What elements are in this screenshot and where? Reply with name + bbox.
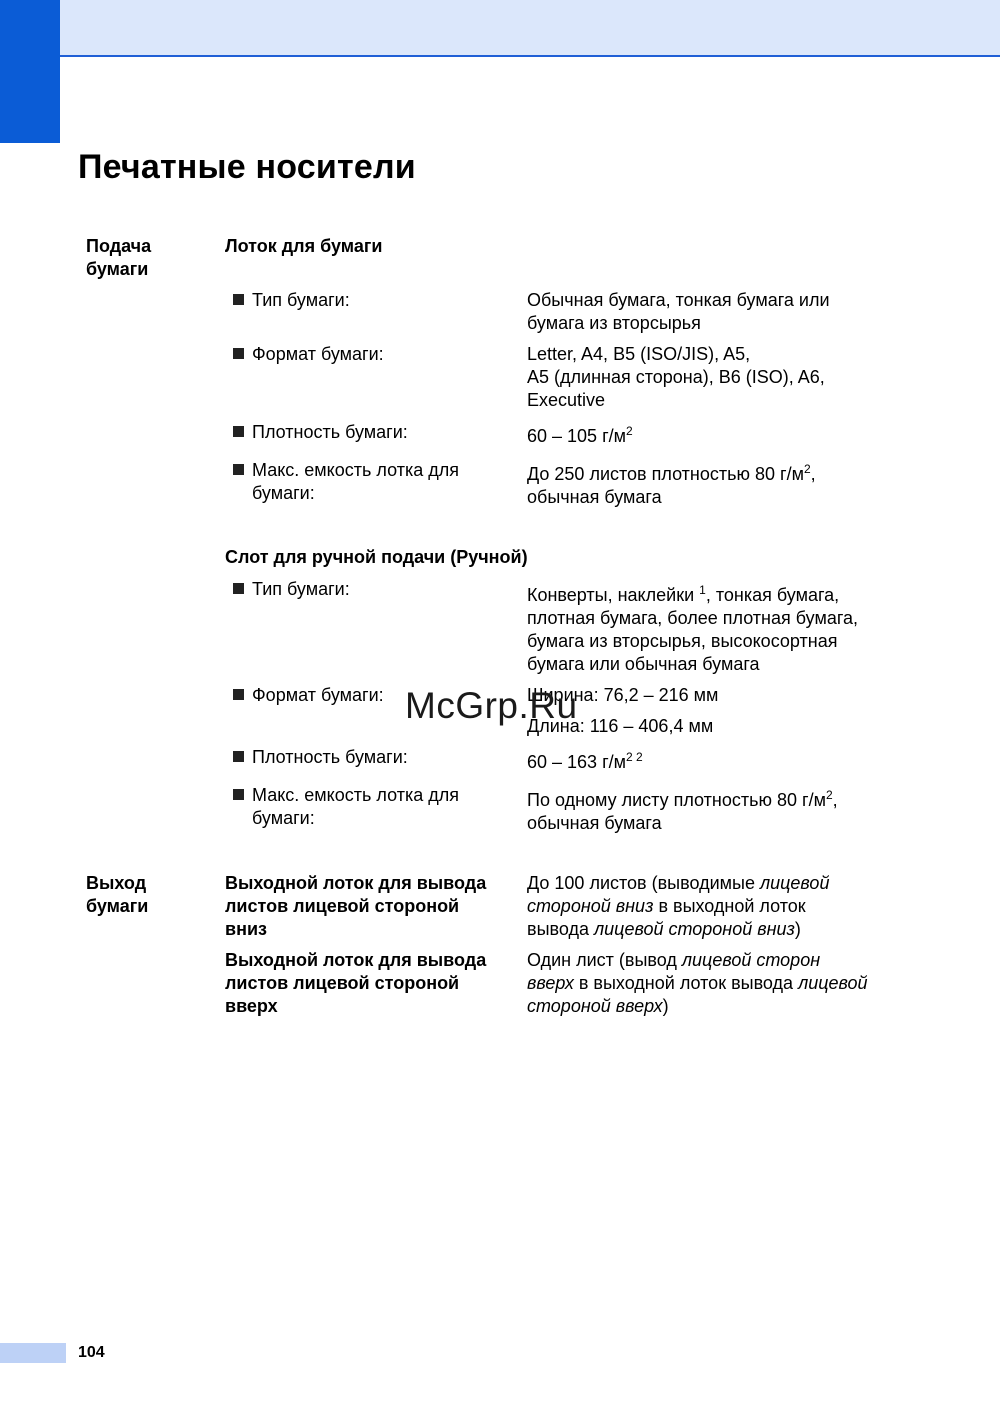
header-band xyxy=(0,0,1000,55)
bullet-icon xyxy=(233,689,244,700)
face-up-tray-heading: Выходной лоток для вывода листов лицевой стороной вверх xyxy=(225,950,487,1016)
face-down-tray-heading: Выходной лоток для вывода листов лицевой стороной вниз xyxy=(225,873,487,939)
face-down-tray-value: До 100 листов (выводимые лицевой стороной вниз в выходной лоток вывода лицевой стороной вниз) xyxy=(527,873,830,939)
footer-band xyxy=(0,1343,66,1363)
manual-capacity-label: Макс. емкость лотка для бумаги: xyxy=(252,785,459,828)
manual-paper-type-label: Тип бумаги: xyxy=(252,579,350,599)
page-number: 104 xyxy=(78,1344,105,1361)
bullet-icon xyxy=(233,751,244,762)
tray-paper-type-label: Тип бумаги: xyxy=(252,290,350,310)
section-label-input: Подача бумаги xyxy=(86,236,152,279)
bullet-icon xyxy=(233,464,244,475)
manual-paper-size-label: Формат бумаги: xyxy=(252,685,384,705)
tray-capacity-value: До 250 листов плотностью 80 $г/м^2$, обычная бумага xyxy=(527,462,816,507)
chapter-tab xyxy=(0,0,60,143)
watermark: McGrp.Ru xyxy=(405,685,578,726)
face-up-tray-value: Один лист (вывод лицевой сторон вверх в выходной лоток вывода лицевой стороной вверх) xyxy=(527,950,868,1016)
manual-length-value: Длина: 116 – 406,4 мм xyxy=(527,716,714,736)
manual-weight-value: 60 – 163 $г/м^{2 2}$ xyxy=(527,750,643,772)
bullet-icon xyxy=(233,583,244,594)
tray-weight-value: 60 – 105 $г/м^2$ xyxy=(527,424,633,446)
subheading-tray: Лоток для бумаги xyxy=(225,236,383,256)
tray-capacity-label: Макс. емкость лотка для бумаги: xyxy=(252,460,459,503)
page-title: Печатные носители xyxy=(78,148,416,186)
manual-paper-type-value: Конверты, наклейки $^1$, тонкая бумага, плотная бумага, более плотная бумага, бумага из вторсырья, высокосортная бумага или обычная бумага xyxy=(527,583,859,674)
subheading-manual-slot: Слот для ручной подачи (Ручной) xyxy=(225,547,528,567)
bullet-icon xyxy=(233,348,244,359)
bullet-icon xyxy=(233,789,244,800)
section-label-output: Выход бумаги xyxy=(86,873,149,916)
tray-paper-size-value: Letter, A4, B5 (ISO/JIS), A5, A5 (длинная сторона), B6 (ISO), A6, Executive xyxy=(527,344,825,410)
manual-weight-label: Плотность бумаги: xyxy=(252,747,408,767)
bullet-icon xyxy=(233,426,244,437)
tray-paper-size-label: Формат бумаги: xyxy=(252,344,384,364)
tray-weight-label: Плотность бумаги: xyxy=(252,422,408,442)
header-rule xyxy=(60,55,1000,57)
bullet-icon xyxy=(233,294,244,305)
tray-paper-type-value: Обычная бумага, тонкая бумага или бумага из вторсырья xyxy=(527,290,830,333)
manual-capacity-value: По одному листу плотностью 80 $г/м^2$, обычная бумага xyxy=(527,788,838,833)
manual-width-value: Ширина: 76,2 – 216 мм xyxy=(527,685,719,705)
